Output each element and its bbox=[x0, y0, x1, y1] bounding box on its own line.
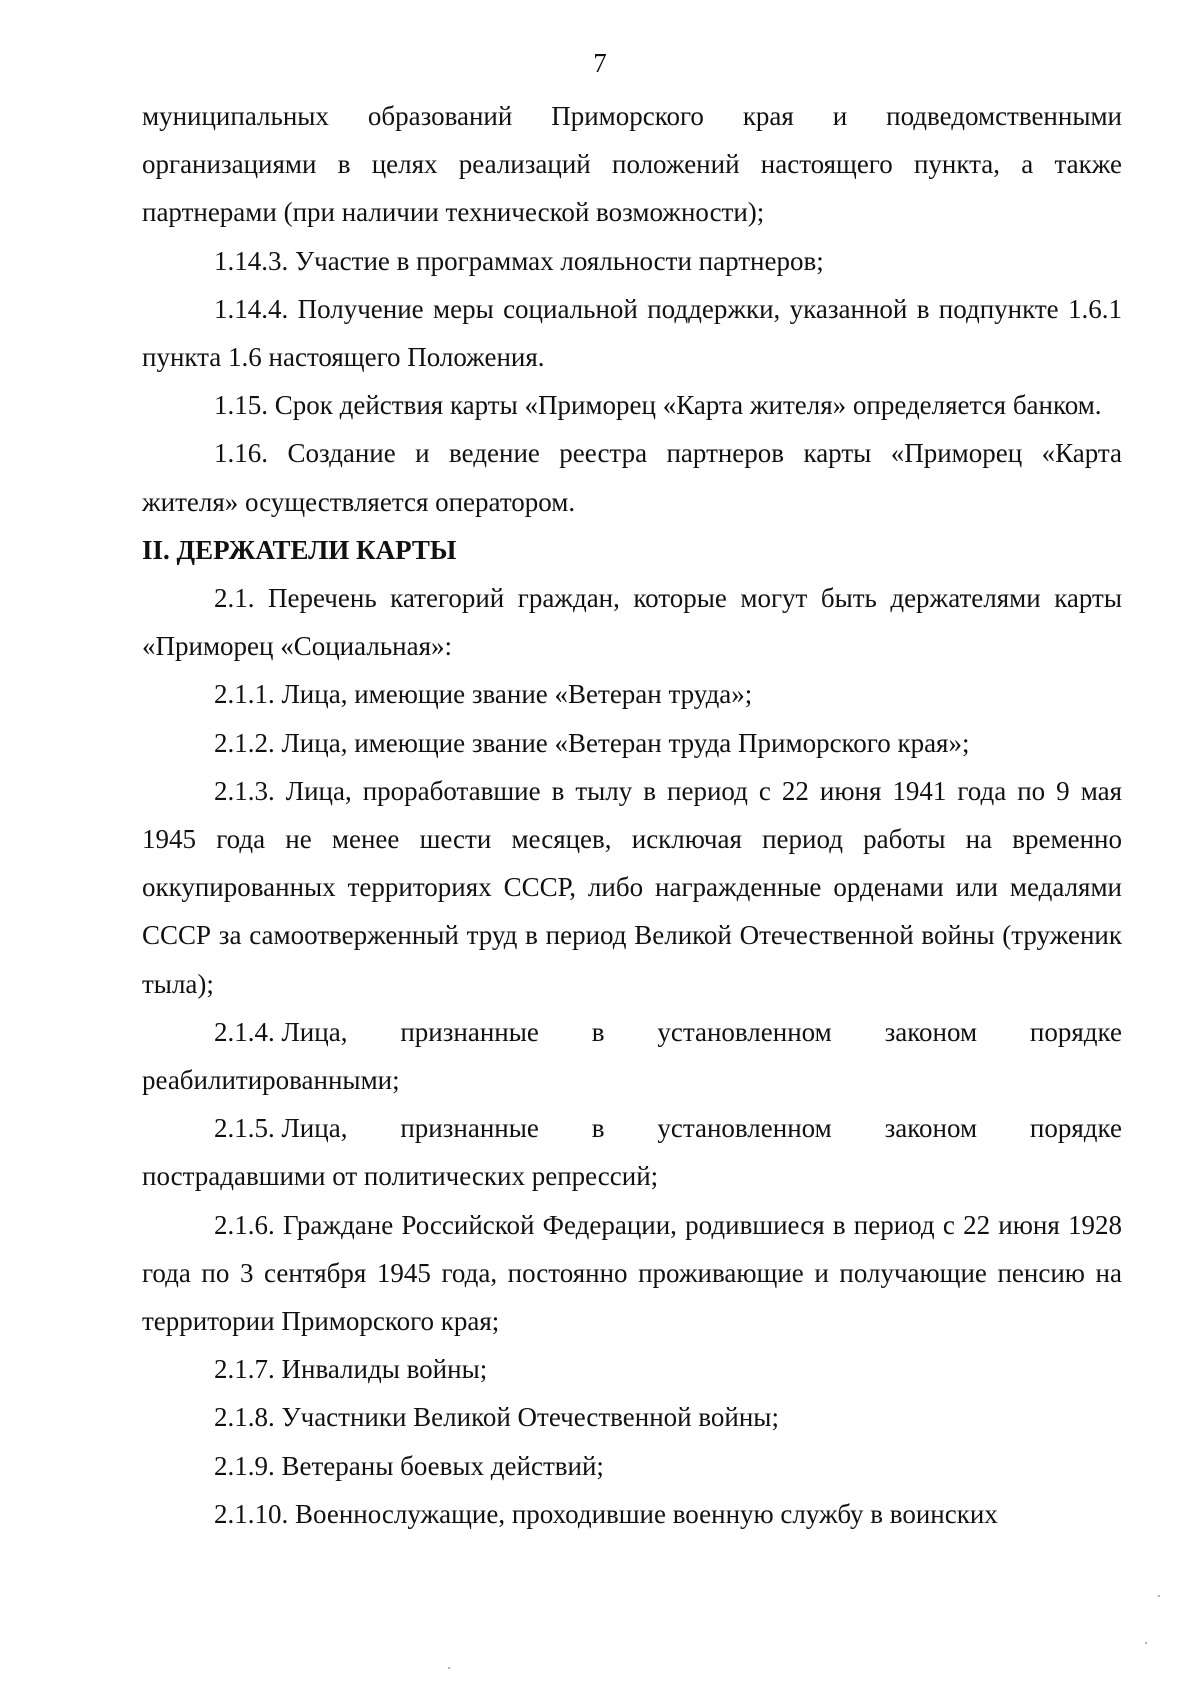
paragraph-2-1-4-rest: реабилитированными; bbox=[142, 1065, 400, 1096]
section-heading: II. ДЕРЖАТЕЛИ КАРТЫ bbox=[142, 534, 457, 565]
word: установленном bbox=[657, 1016, 832, 1047]
paragraph-2-1-10: 2.1.10. Военнослужащие, проходившие военную службу в воинских bbox=[214, 1498, 998, 1529]
paragraph-2-1-5-rest: пострадавшими от политических репрессий; bbox=[142, 1161, 659, 1192]
paragraph-1-14-3: 1.14.3. Участие в программах лояльности партнеров; bbox=[214, 245, 824, 276]
paragraph-2-1-1: 2.1.1. Лица, имеющие звание «Ветеран труда»; bbox=[214, 679, 753, 710]
scan-speck bbox=[1145, 1642, 1147, 1644]
paragraph-1-16: 1.16. Создание и ведение реестра партнеров карты «Приморец «Карта жителя» осуществляется оператором. bbox=[142, 438, 1122, 517]
word: признанные bbox=[400, 1113, 539, 1144]
document-body bbox=[142, 92, 1122, 1538]
paragraph-1-15: 1.15. Срок действия карты «Приморец «Карта жителя» определяется банком. bbox=[214, 390, 1102, 421]
paragraph-2-1-6: 2.1.6. Граждане Российской Федерации, родившиеся в период с 22 июня 1928 года по 3 сентября 1945 года, постоянно проживающие и получающие пенсию на территории Приморского края; bbox=[142, 1209, 1122, 1337]
word: в bbox=[591, 1113, 605, 1144]
paragraph-2-1-5-first-line bbox=[142, 1104, 1122, 1152]
word: 2.1.4. Лица, bbox=[214, 1016, 348, 1047]
paragraph-2-1-4-first-line bbox=[142, 1008, 1122, 1056]
paragraph-2-1-3: 2.1.3. Лица, проработавшие в тылу в период с 22 июня 1941 года по 9 мая 1945 года не менее шести месяцев, исключая период работы на временно оккупированных территориях СССР, либо награжденные орденами или медалями СССР за самоотверженный труд в период Великой Отечественной войны (труженик тыла); bbox=[142, 775, 1122, 999]
scan-speck bbox=[1158, 1595, 1160, 1597]
word: признанные bbox=[400, 1016, 539, 1047]
paragraph-continuation: муниципальных образований Приморского края и подведомственными организациями в целях реализаций положений настоящего пункта, а также партнерами (при наличии технической возможности); bbox=[142, 101, 1122, 228]
word: законом bbox=[884, 1113, 978, 1144]
word: 2.1.5. Лица, bbox=[214, 1113, 348, 1144]
word: в bbox=[591, 1016, 605, 1047]
paragraph-1-14-4: 1.14.4. Получение меры социальной поддержки, указанной в подпункте 1.6.1 пункта 1.6 настоящего Положения. bbox=[142, 293, 1122, 373]
paragraph-2-1-4 bbox=[142, 1008, 1122, 1104]
paragraph-2-1-7: 2.1.7. Инвалиды войны; bbox=[214, 1354, 488, 1385]
word: установленном bbox=[657, 1113, 832, 1144]
paragraph-2-1: 2.1. Перечень категорий граждан, которые могут быть держателями карты «Приморец «Социальная»: bbox=[142, 583, 1122, 662]
word: порядке bbox=[1029, 1016, 1122, 1047]
scan-speck bbox=[448, 1667, 450, 1669]
paragraph-2-1-2: 2.1.2. Лица, имеющие звание «Ветеран труда Приморского края»; bbox=[214, 727, 970, 758]
paragraph-2-1-8: 2.1.8. Участники Великой Отечественной войны; bbox=[214, 1402, 779, 1433]
paragraph-2-1-5 bbox=[142, 1104, 1122, 1200]
page-number: 7 bbox=[593, 48, 607, 78]
paragraph-2-1-9: 2.1.9. Ветераны боевых действий; bbox=[214, 1450, 604, 1481]
word: порядке bbox=[1029, 1113, 1122, 1144]
word: законом bbox=[884, 1016, 978, 1047]
